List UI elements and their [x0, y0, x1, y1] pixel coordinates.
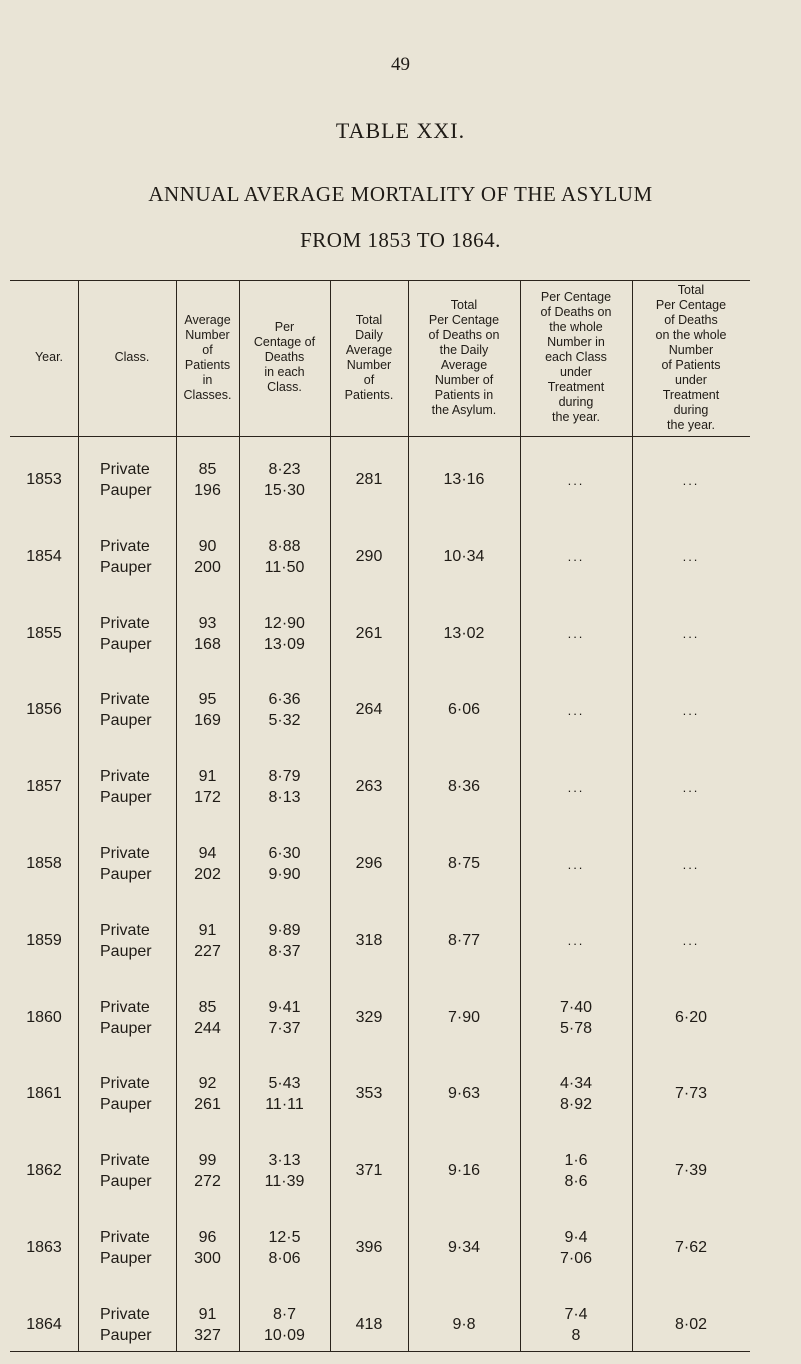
class-pauper: Pauper [100, 789, 152, 807]
year-cell: 1859 [26, 931, 62, 949]
percentage-whole-class-cell: ... [567, 549, 585, 565]
average-pauper: 261 [194, 1096, 221, 1114]
year-cell: 1853 [26, 471, 62, 488]
table-row [10, 1055, 750, 1133]
percentage-pauper: 15·30 [264, 482, 305, 499]
percentage-class-cell [239, 1132, 330, 1210]
header-total-daily: Total Daily Average Number of Patients. [344, 312, 394, 402]
table-row [10, 825, 750, 903]
total-percentage-daily-cell: 9·34 [447, 1239, 481, 1256]
total-percentage-whole-cell: 8·02 [674, 1315, 708, 1333]
total-percentage-daily-cell: 9·16 [447, 1162, 481, 1180]
average-pauper: 272 [194, 1173, 221, 1191]
total-percentage-daily-cell: 6·06 [447, 701, 481, 719]
percentage-private: 12·90 [264, 614, 305, 632]
average-number-cell [176, 979, 239, 1057]
class-cell [100, 1209, 176, 1287]
percentage-whole-class-cell: ... [567, 933, 585, 949]
year-cell: 1854 [26, 547, 62, 565]
table-row [10, 518, 750, 596]
total-daily-cell: 396 [355, 1239, 383, 1256]
table-row [10, 1286, 750, 1364]
percentage-pauper: 11·50 [264, 558, 305, 576]
percentage-class-cell [239, 979, 330, 1057]
average-number-cell [176, 1132, 239, 1210]
percentage-class-cell [239, 518, 330, 596]
class-pauper: Pauper [100, 1250, 152, 1267]
class-cell [100, 595, 176, 673]
whole-pauper: 8 [571, 1326, 581, 1344]
percentage-whole-class-cell [520, 1209, 632, 1287]
table-subtitle-line2: FROM 1853 TO 1864. [300, 228, 501, 252]
average-number-cell [176, 595, 239, 673]
average-pauper: 196 [194, 482, 221, 499]
total-percentage-whole-cell: ... [682, 779, 700, 795]
class-private: Private [100, 537, 150, 555]
class-pauper: Pauper [100, 482, 152, 499]
percentage-pauper: 11·11 [265, 1096, 304, 1114]
table-row [10, 671, 750, 749]
average-pauper: 169 [194, 712, 221, 730]
percentage-pauper: 10·09 [264, 1326, 305, 1344]
percentage-pauper: 8·13 [268, 789, 301, 807]
class-private: Private [100, 768, 150, 786]
percentage-pauper: 13·09 [264, 635, 305, 653]
year-cell: 1857 [26, 778, 62, 796]
average-pauper: 227 [194, 942, 221, 960]
header-class: Class. [114, 350, 150, 364]
total-percentage-daily-cell: 13·16 [443, 471, 485, 488]
class-cell [100, 1286, 176, 1364]
average-private: 95 [198, 691, 217, 709]
percentage-whole-class-cell: ... [567, 472, 585, 488]
year-cell: 1862 [26, 1162, 62, 1180]
percentage-whole-class-cell [520, 979, 632, 1057]
whole-private: 1·6 [564, 1152, 588, 1170]
percentage-class-cell [239, 825, 330, 903]
average-number-cell [176, 1209, 239, 1287]
average-pauper: 172 [194, 789, 221, 807]
whole-private: 9·4 [564, 1229, 588, 1246]
header-bottom-rule [10, 436, 750, 437]
table-top-rule [10, 280, 750, 281]
whole-private: 7·40 [559, 998, 593, 1016]
percentage-class-cell [239, 595, 330, 673]
class-cell [100, 979, 176, 1057]
total-percentage-whole-cell: ... [682, 472, 700, 488]
average-pauper: 202 [194, 866, 221, 883]
total-daily-cell: 281 [355, 471, 383, 488]
class-private: Private [100, 998, 150, 1016]
whole-private: 7·4 [564, 1305, 588, 1323]
header-percentage-class: Per Centage of Deaths in each Class. [253, 320, 316, 394]
total-percentage-daily-cell: 13·02 [443, 624, 485, 642]
class-cell [100, 748, 176, 826]
percentage-whole-class-cell: ... [567, 856, 585, 872]
average-number-cell [176, 518, 239, 596]
class-private: Private [100, 1229, 150, 1246]
class-pauper: Pauper [100, 712, 152, 730]
average-number-cell [176, 441, 239, 519]
total-percentage-whole-cell: 7·73 [674, 1085, 708, 1103]
percentage-whole-class-cell [520, 1132, 632, 1210]
average-private: 91 [198, 768, 217, 786]
percentage-private: 8·7 [272, 1305, 297, 1323]
year-cell: 1864 [26, 1315, 62, 1333]
total-percentage-daily-cell: 9·8 [452, 1315, 476, 1333]
average-private: 85 [198, 998, 217, 1016]
year-cell: 1860 [26, 1008, 62, 1026]
total-percentage-whole-cell: 7·62 [674, 1239, 708, 1256]
total-percentage-daily-cell: 9·63 [447, 1085, 481, 1103]
total-percentage-whole-cell: ... [682, 702, 700, 718]
average-private: 94 [198, 845, 217, 862]
average-pauper: 300 [194, 1250, 221, 1267]
whole-pauper: 8·6 [564, 1173, 588, 1191]
total-daily-cell: 263 [355, 778, 383, 796]
total-percentage-daily-cell: 7·90 [447, 1008, 481, 1026]
class-pauper: Pauper [100, 1096, 152, 1114]
average-private: 93 [198, 614, 217, 632]
percentage-pauper: 8·06 [268, 1250, 301, 1267]
class-private: Private [100, 921, 150, 939]
average-number-cell [176, 671, 239, 749]
total-daily-cell: 371 [355, 1162, 383, 1180]
percentage-private: 8·88 [268, 537, 301, 555]
total-daily-cell: 418 [355, 1315, 383, 1333]
average-number-cell [176, 748, 239, 826]
average-private: 99 [198, 1152, 217, 1170]
table-row [10, 902, 750, 980]
total-percentage-whole-cell: 7·39 [674, 1162, 708, 1180]
percentage-whole-class-cell: ... [567, 626, 585, 642]
total-daily-cell: 318 [355, 931, 383, 949]
average-number-cell [176, 1286, 239, 1364]
average-number-cell [176, 1055, 239, 1133]
percentage-private: 3·13 [268, 1152, 301, 1170]
percentage-private: 9·41 [268, 998, 301, 1016]
total-percentage-daily-cell: 8·75 [447, 855, 481, 872]
total-percentage-whole-cell: ... [682, 856, 700, 872]
table-row [10, 748, 750, 826]
whole-pauper: 7·06 [559, 1250, 593, 1267]
percentage-class-cell [239, 1209, 330, 1287]
table-row [10, 595, 750, 673]
class-private: Private [100, 691, 150, 709]
class-pauper: Pauper [100, 1326, 152, 1344]
header-total-percentage-whole: Total Per Centage of Deaths on the whole Number of Patients under Treatment during the year. [655, 282, 727, 432]
percentage-private: 5·43 [268, 1075, 301, 1093]
average-private: 91 [198, 921, 217, 939]
percentage-class-cell [239, 441, 330, 519]
header-percentage-whole-class: Per Centage of Deaths on the whole Number in each Class under Treatment during the year. [540, 290, 612, 424]
total-daily-cell: 261 [355, 624, 383, 642]
table-row [10, 979, 750, 1057]
table-row [10, 441, 750, 519]
average-number-cell [176, 825, 239, 903]
class-private: Private [100, 1075, 150, 1093]
average-private: 91 [198, 1305, 217, 1323]
total-percentage-whole-cell: ... [682, 549, 700, 565]
average-pauper: 200 [194, 558, 221, 576]
year-cell: 1861 [26, 1085, 62, 1103]
class-pauper: Pauper [100, 942, 152, 960]
percentage-private: 12·5 [268, 1229, 301, 1246]
class-pauper: Pauper [100, 866, 152, 883]
percentage-pauper: 11·39 [264, 1173, 305, 1191]
percentage-class-cell [239, 1286, 330, 1364]
class-cell [100, 671, 176, 749]
percentage-class-cell [239, 902, 330, 980]
class-pauper: Pauper [100, 1173, 152, 1191]
total-percentage-daily-cell: 8·36 [447, 778, 481, 796]
total-daily-cell: 264 [355, 701, 383, 719]
class-private: Private [100, 461, 150, 478]
whole-pauper: 5·78 [559, 1019, 593, 1037]
percentage-whole-class-cell: ... [567, 702, 585, 718]
percentage-whole-class-cell [520, 1055, 632, 1133]
average-pauper: 327 [194, 1326, 221, 1344]
percentage-whole-class-cell [520, 1286, 632, 1364]
mortality-table [10, 280, 750, 1352]
class-cell [100, 1055, 176, 1133]
total-daily-cell: 290 [355, 547, 383, 565]
percentage-private: 6·36 [268, 691, 301, 709]
average-pauper: 244 [194, 1019, 221, 1037]
percentage-class-cell [239, 748, 330, 826]
percentage-private: 8·79 [268, 768, 301, 786]
year-cell: 1863 [26, 1239, 62, 1256]
total-percentage-whole-cell: 6·20 [674, 1008, 708, 1026]
table-subtitle-line1: ANNUAL AVERAGE MORTALITY OF THE ASYLUM [148, 182, 653, 206]
average-private: 85 [198, 461, 217, 478]
total-daily-cell: 353 [355, 1085, 383, 1103]
class-pauper: Pauper [100, 635, 152, 653]
header-average-number: Average Number of Patients in Classes. [183, 312, 232, 402]
class-cell [100, 441, 176, 519]
total-daily-cell: 329 [355, 1008, 383, 1026]
class-cell [100, 902, 176, 980]
percentage-class-cell [239, 1055, 330, 1133]
class-cell [100, 825, 176, 903]
class-pauper: Pauper [100, 1019, 152, 1037]
table-title: TABLE XXI. [335, 118, 466, 143]
percentage-class-cell [239, 671, 330, 749]
total-percentage-whole-cell: ... [682, 933, 700, 949]
total-percentage-daily-cell: 10·34 [443, 547, 485, 565]
average-private: 90 [198, 537, 217, 555]
whole-private: 4·34 [559, 1075, 593, 1093]
table-row [10, 1132, 750, 1210]
percentage-pauper: 5·32 [268, 712, 301, 730]
year-cell: 1858 [26, 855, 62, 872]
average-private: 96 [198, 1229, 217, 1246]
year-cell: 1855 [26, 624, 62, 642]
percentage-private: 6·30 [268, 845, 301, 862]
class-cell [100, 518, 176, 596]
header-total-percentage-daily: Total Per Centage of Deaths on the Daily Average Number of Patients in the Asylum. [428, 297, 500, 417]
average-pauper: 168 [194, 635, 221, 653]
total-percentage-whole-cell: ... [682, 626, 700, 642]
class-private: Private [100, 1305, 150, 1323]
class-pauper: Pauper [100, 558, 152, 576]
total-daily-cell: 296 [355, 855, 383, 872]
percentage-pauper: 7·37 [268, 1019, 301, 1037]
header-year: Year. [34, 350, 64, 364]
year-cell: 1856 [26, 701, 62, 719]
average-number-cell [176, 902, 239, 980]
table-row [10, 1209, 750, 1287]
percentage-whole-class-cell: ... [567, 779, 585, 795]
class-cell [100, 1132, 176, 1210]
page-number: 49 [391, 54, 410, 75]
whole-pauper: 8·92 [559, 1096, 593, 1114]
percentage-private: 9·89 [268, 921, 301, 939]
total-percentage-daily-cell: 8·77 [447, 931, 481, 949]
average-private: 92 [198, 1075, 217, 1093]
class-private: Private [100, 614, 150, 632]
percentage-pauper: 8·37 [268, 942, 301, 960]
percentage-private: 8·23 [268, 461, 301, 478]
class-private: Private [100, 1152, 150, 1170]
class-private: Private [100, 845, 150, 862]
percentage-pauper: 9·90 [268, 866, 301, 883]
